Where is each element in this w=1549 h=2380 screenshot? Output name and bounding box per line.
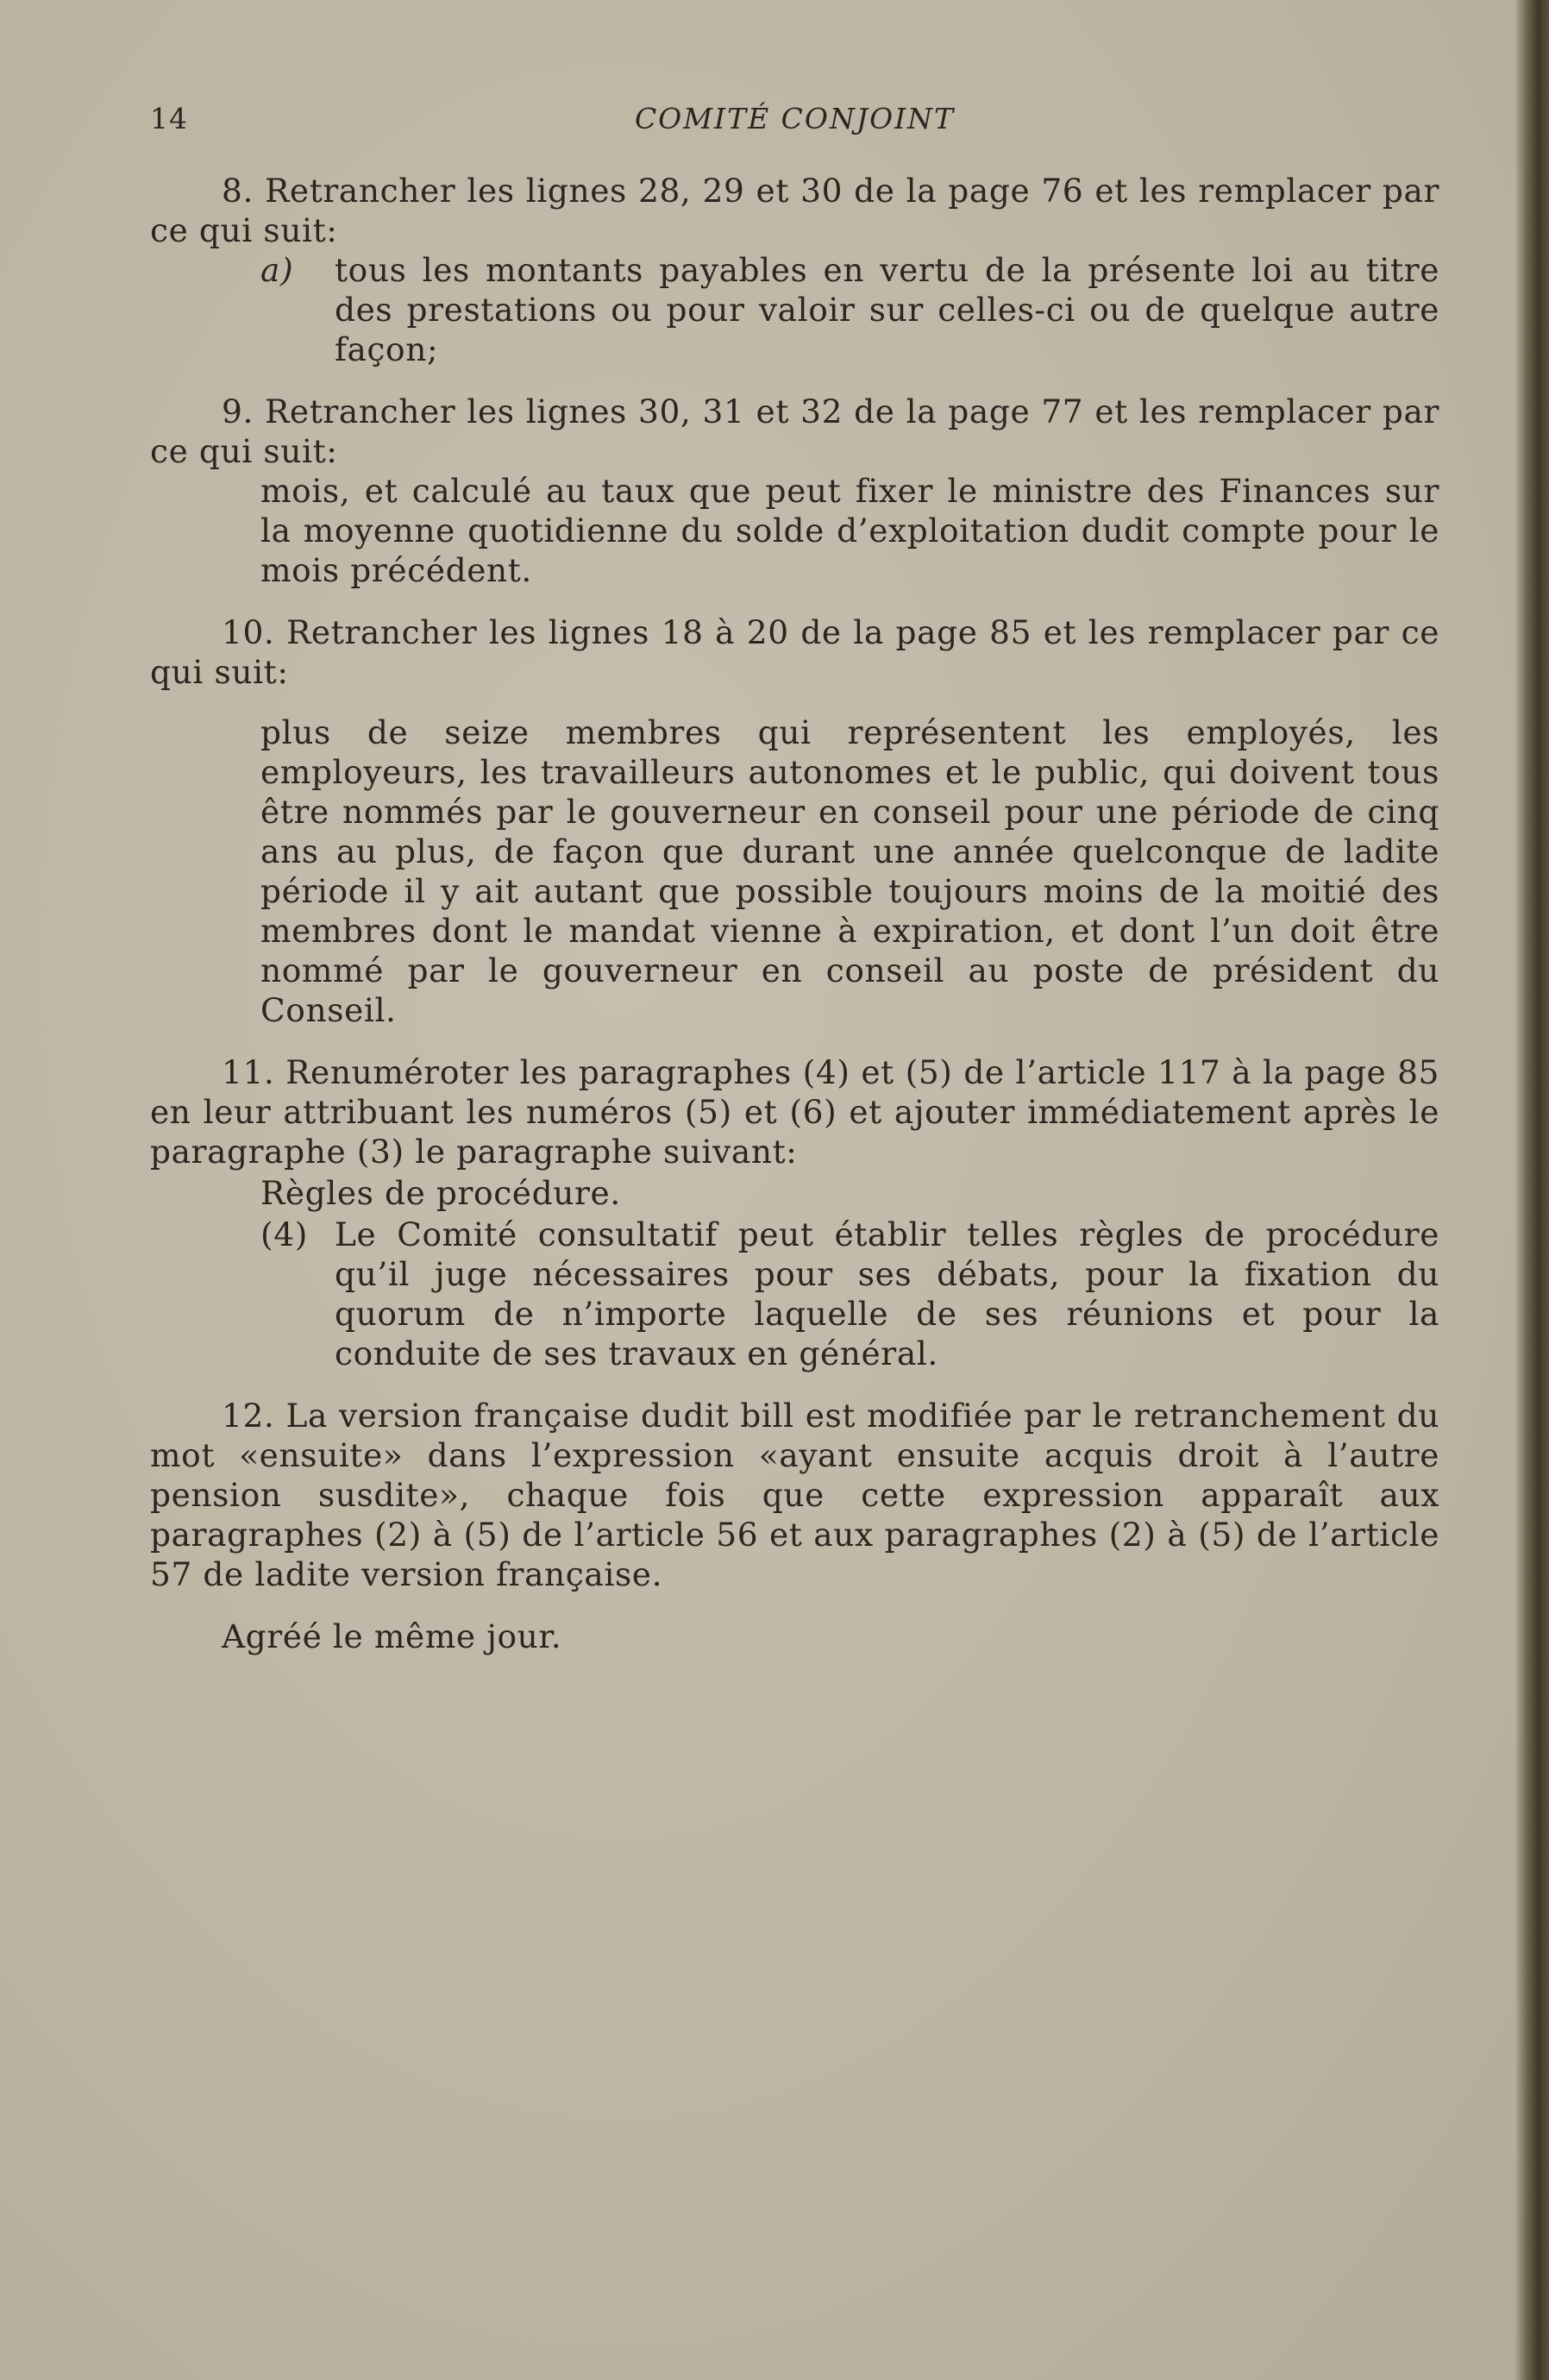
page-header [150,102,1439,143]
paragraph-11-intro: 11. Renuméroter les paragraphes (4) et (5) de l’article 117 à la page 85 en leur attribuant les numéros (5) et (6) et ajouter immédiatement après le paragraphe (3) le paragraphe suivant: [150,1053,1439,1171]
paragraph-10-intro: 10. Retrancher les lignes 18 à 20 de la page 85 et les remplacer par ce qui suit: [150,613,1439,691]
paragraph-9-intro: 9. Retrancher les lignes 30, 31 et 32 de la page 77 et les remplacer par ce qui suit: [150,392,1439,470]
paragraph-8-intro: 8. Retrancher les lignes 28, 29 et 30 de la page 76 et les remplacer par ce qui suit: [150,172,1439,249]
signoff: Agréé le même jour. [222,1617,562,1655]
paragraph-11-item-text: Le Comité consultatif peut établir telles règles de procédure qu’il juge nécessaires pour ses débats, pour la fixation du quorum de n’importe laquelle de ses réunions et pour la conduite de ses travaux en général. [335,1215,1439,1372]
paragraph-9-quote: mois, et calculé au taux que peut fixer le ministre des Finances sur la moyenne quotidienne du solde d’exploitation dudit compte pour le mois précédent. [260,472,1439,589]
page-number: 14 [150,102,188,135]
paragraph-10-quote: plus de seize membres qui représentent les employés, les employeurs, les travailleurs autonomes et le public, qui doivent tous être nommés par le gouverneur en conseil pour une période de cinq ans au plus, de façon que durant une année quelconque de ladite période il y ait autant que possible toujours moins de la moitié des membres dont le mandat vienne à expiration, et dont l’un doit être nommé par le gouverneur en conseil au poste de président du Conseil. [260,713,1439,1029]
paragraph-11-heading: Règles de procédure. [260,1174,621,1212]
paragraph-11-item-marker: (4) [260,1215,308,1253]
paragraph-8-item [260,250,1439,369]
paragraph-12: 12. La version française dudit bill est modifiée par le retranchement du mot «ensuite» dans l’expression «ayant ensuite acquis droit à l’autre pension susdite», chaque fois que cette expression apparaît aux paragraphes (2) à (5) de l’article 56 et aux paragraphes (2) à (5) de l’article 57 de ladite version française. [150,1397,1439,1593]
paragraph-8-item-text: tous les montants payables en vertu de la présente loi au titre des prestations ou pour valoir sur celles-ci ou de quelque autre façon; [335,251,1439,368]
paragraph-11-item [260,1215,1439,1373]
binding-edge [1515,0,1549,2380]
running-title: COMITÉ CONJOINT [634,102,956,135]
paragraph-8-item-marker: a) [260,251,294,289]
body-text [150,171,1439,1656]
